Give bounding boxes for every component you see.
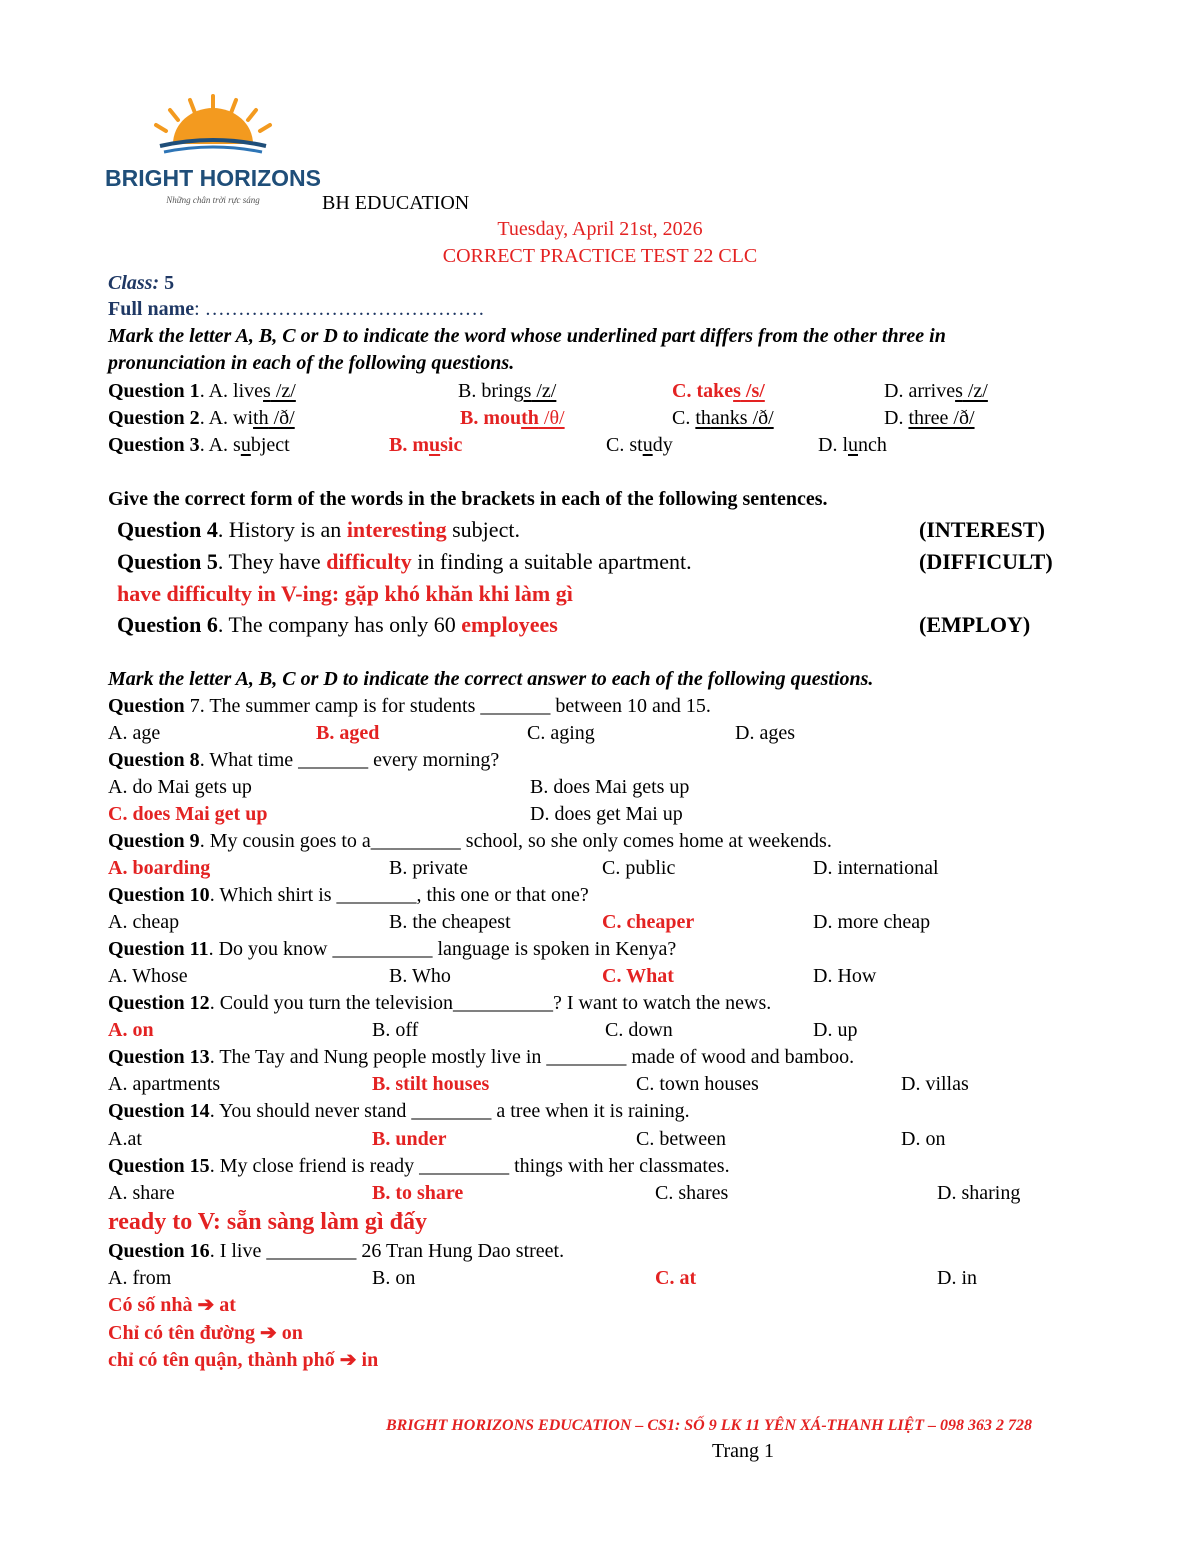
svg-text:BRIGHT HORIZONS: BRIGHT HORIZONS (105, 165, 321, 191)
question-16-d: D. in (937, 1267, 977, 1289)
question-13: Question 13. The Tay and Nung people mostly live in ________ made of wood and bamboo. (108, 1046, 855, 1068)
question-15: Question 15. My close friend is ready _________ things with her classmates. (108, 1155, 730, 1177)
class-label: Class: (108, 272, 160, 294)
question-6-word: (EMPLOY) (919, 612, 1031, 637)
section2-instruction: Give the correct form of the words in the brackets in each of the following sentences. (108, 488, 828, 510)
question-9-b: B. private (389, 857, 468, 879)
footer-address: BRIGHT HORIZONS EDUCATION – CS1: SỐ 9 LK 11 YÊN XÁ-THANH LIỆT – 098 363 2 728 (386, 1417, 1033, 1434)
question-10-d: D. more cheap (813, 911, 931, 933)
question-13-d: D. villas (901, 1073, 969, 1095)
question-6-answer: employees (461, 612, 558, 637)
question-10: Question 10. Which shirt is ________, this one or that one? (108, 884, 589, 906)
preposition-note-in: chỉ có tên quận, thành phố ➔ in (108, 1349, 379, 1371)
question-3-d: D. lunch (818, 434, 887, 456)
question-12-c: C. down (605, 1019, 673, 1041)
question-1-b: B. brings /z/ (458, 380, 557, 402)
question-15-a: A. share (108, 1182, 175, 1204)
preposition-note-on: Chỉ có tên đường ➔ on (108, 1322, 303, 1344)
question-10-c-answer: C. cheaper (602, 911, 695, 933)
question-12-d: D. up (813, 1019, 858, 1041)
question-8-b: B. does Mai gets up (530, 776, 690, 798)
question-8: Question 8. What time _______ every morning? (108, 749, 500, 771)
class-line (108, 270, 174, 297)
svg-text:Những chân trời rực sáng: Những chân trời rực sáng (166, 195, 260, 205)
fullname-dots: : …………………………………… (194, 298, 485, 320)
question-4-answer: interesting (346, 517, 447, 542)
question-2-b-answer: B. mouth /θ/ (460, 407, 565, 429)
question-9-c: C. public (602, 857, 676, 879)
question-4: Question 4. History is an interesting subject. (117, 517, 520, 542)
grammar-note-difficulty: have difficulty in V-ing: gặp khó khăn khi làm gì (117, 581, 573, 606)
question-14-d: D. on (901, 1128, 946, 1150)
question-2-d: D. three /ð/ (884, 407, 975, 429)
question-15-b-answer: B. to share (372, 1182, 464, 1204)
question-11-b: B. Who (389, 965, 451, 987)
question-14-b-answer: B. under (372, 1128, 447, 1150)
question-7-d: D. ages (735, 722, 795, 744)
question-7-a: A. age (108, 722, 161, 744)
question-5-answer: difficulty (326, 549, 412, 574)
question-11-d: D. How (813, 965, 877, 987)
question-11-c-answer: C. What (602, 965, 674, 987)
question-10-b: B. the cheapest (389, 911, 511, 933)
right-arrow-icon: ➔ (259, 1322, 277, 1344)
question-5: Question 5. They have difficulty in finding a suitable apartment. (117, 549, 692, 574)
org-name: BH EDUCATION (322, 192, 470, 214)
question-1-d: D. arrives /z/ (884, 380, 988, 402)
question-12: Question 12. Could you turn the television__________? I want to watch the news. (108, 992, 772, 1014)
question-16-c-answer: C. at (655, 1267, 697, 1289)
question-14-a: A.at (108, 1128, 142, 1150)
question-3-a: Question 3. A. subject (108, 434, 290, 456)
question-6: Question 6. The company has only 60 employees (117, 612, 558, 637)
sun-logo-icon (105, 90, 321, 210)
question-13-c: C. town houses (636, 1073, 759, 1095)
question-16: Question 16. I live _________ 26 Tran Hung Dao street. (108, 1240, 565, 1262)
question-3-b-answer: B. music (389, 434, 463, 456)
question-8-a: A. do Mai gets up (108, 776, 252, 798)
question-1-c-answer: C. takes /s/ (672, 380, 765, 402)
class-value: 5 (164, 272, 175, 294)
grammar-note-ready-to: ready to V: sẵn sàng làm gì đấy (108, 1209, 427, 1235)
question-9-a-answer: A. boarding (108, 857, 211, 879)
question-12-a-answer: A. on (108, 1019, 154, 1041)
question-12-b: B. off (372, 1019, 419, 1041)
page-number: Trang 1 (712, 1440, 775, 1462)
question-3-c: C. study (606, 434, 673, 456)
question-16-b: B. on (372, 1267, 416, 1289)
section1-instruction-line2: pronunciation in each of the following questions. (108, 352, 515, 374)
question-7-c: C. aging (527, 722, 595, 744)
test-date: Tuesday, April 21st, 2026 (497, 218, 703, 240)
question-13-a: A. apartments (108, 1073, 221, 1095)
bright-horizons-logo (105, 90, 321, 210)
test-title: CORRECT PRACTICE TEST 22 CLC (442, 245, 758, 267)
question-7-b-answer: B. aged (316, 722, 380, 744)
question-14: Question 14. You should never stand ________ a tree when it is raining. (108, 1100, 690, 1122)
question-7: Question 7. The summer camp is for students _______ between 10 and 15. (108, 695, 711, 717)
question-5-word: (DIFFICULT) (919, 549, 1053, 574)
question-2-a: Question 2. A. with /ð/ (108, 407, 295, 429)
question-8-d: D. does get Mai up (530, 803, 683, 825)
question-15-c: C. shares (655, 1182, 729, 1204)
question-9: Question 9. My cousin goes to a_________ school, so she only comes home at weekends. (108, 830, 832, 852)
right-arrow-icon: ➔ (339, 1349, 357, 1371)
question-1-a: Question 1. A. lives /z/ (108, 380, 296, 402)
fullname-label: Full name (108, 298, 195, 320)
question-14-c: C. between (636, 1128, 726, 1150)
question-11: Question 11. Do you know __________ language is spoken in Kenya? (108, 938, 677, 960)
question-11-a: A. Whose (108, 965, 188, 987)
question-2-c: C. thanks /ð/ (672, 407, 774, 429)
question-9-d: D. international (813, 857, 939, 879)
section3-instruction: Mark the letter A, B, C or D to indicate the correct answer to each of the following questions. (108, 668, 874, 690)
question-10-a: A. cheap (108, 911, 180, 933)
question-8-c-answer: C. does Mai get up (108, 803, 268, 825)
section1-instruction-line1: Mark the letter A, B, C or D to indicate the word whose underlined part differs from the other three in (108, 325, 946, 347)
question-15-d: D. sharing (937, 1182, 1021, 1204)
question-13-b-answer: B. stilt houses (372, 1073, 490, 1095)
fullname-line (108, 296, 485, 323)
right-arrow-icon: ➔ (197, 1294, 215, 1316)
question-16-a: A. from (108, 1267, 172, 1289)
question-4-word: (INTEREST) (919, 517, 1045, 542)
preposition-note-at: Có số nhà ➔ at (108, 1294, 236, 1316)
